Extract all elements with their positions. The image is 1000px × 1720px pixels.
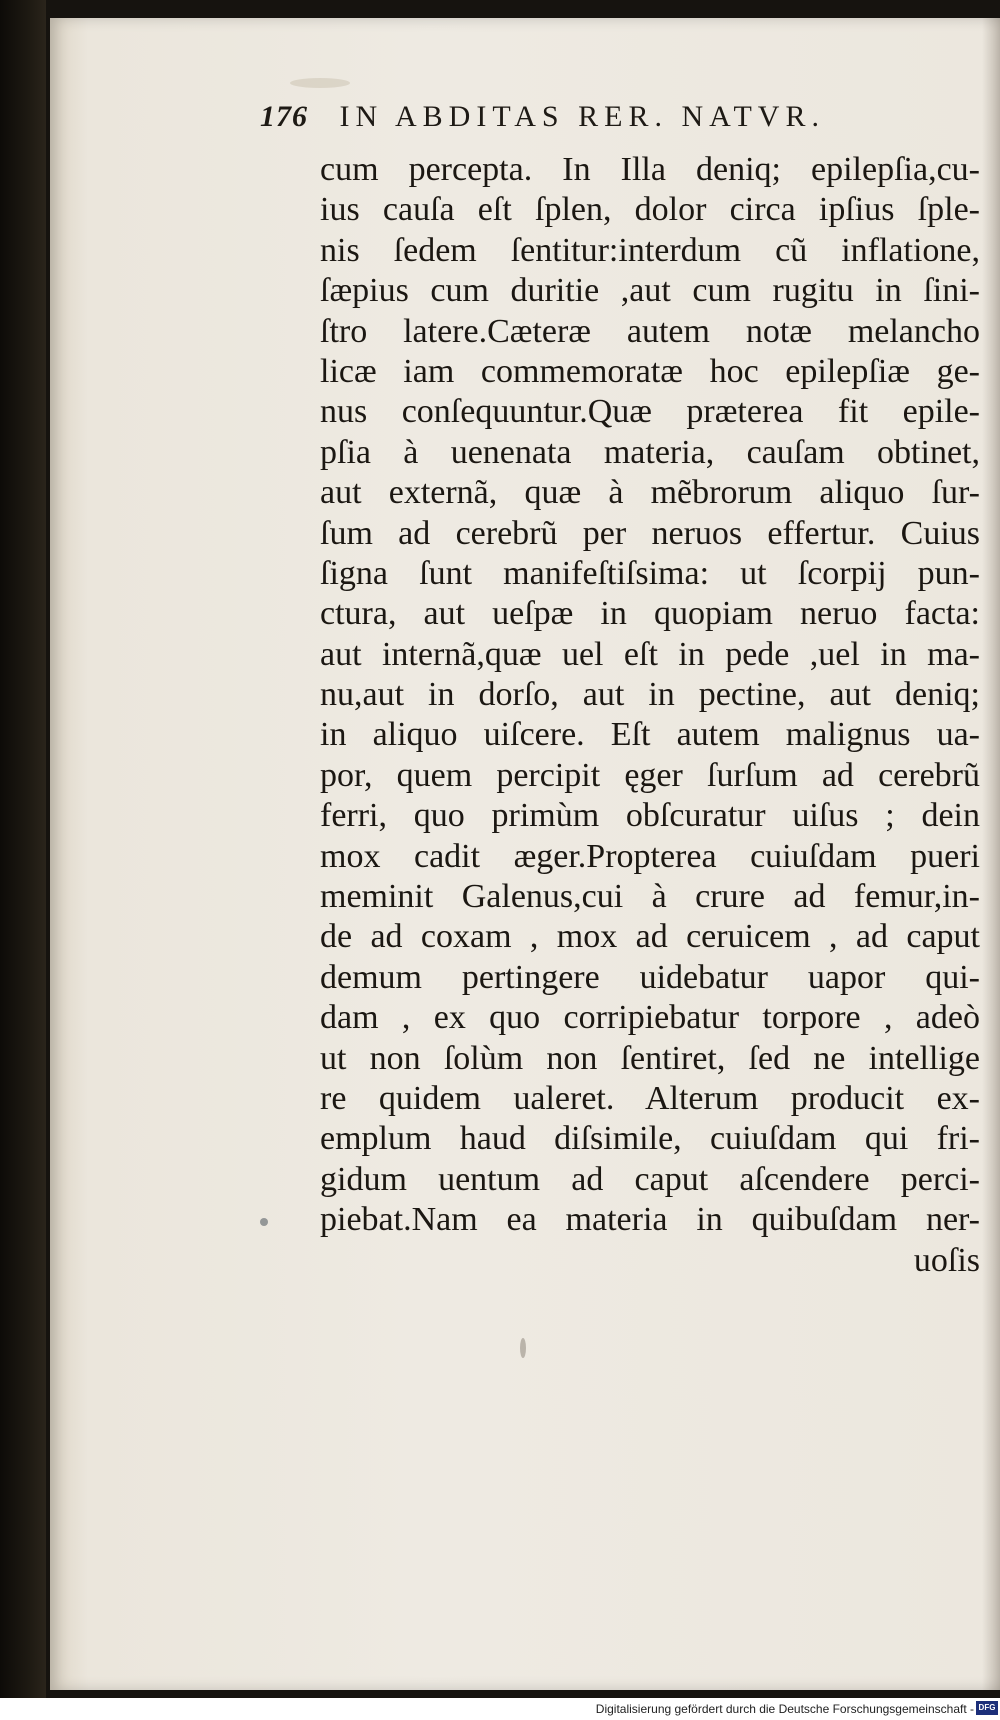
text-line: emplum haud diſsimile, cuiuſdam qui fri- bbox=[320, 1120, 980, 1158]
text-line: in aliquo uiſcere. Eſt autem malignus ua- bbox=[320, 716, 980, 754]
text-line: aut externã, quæ à mẽbrorum aliquo ſur- bbox=[320, 474, 980, 512]
text-line: dam , ex quo corripiebatur torpore , adeò bbox=[320, 999, 980, 1037]
text-line: gidum uentum ad caput aſcendere perci- bbox=[320, 1160, 980, 1198]
text-line: nus conſequuntur.Quæ præterea fit epile- bbox=[320, 393, 980, 431]
page-stain bbox=[520, 1338, 526, 1358]
text-line: mox cadit æger.Propterea cuiuſdam pueri bbox=[320, 837, 980, 875]
text-line: por, quem percipit ęger ſurſum ad cerebrũ bbox=[320, 756, 980, 794]
text-line: pſia à uenenata materia, cauſam obtinet, bbox=[320, 433, 980, 471]
dfg-logo: DFG bbox=[976, 1701, 998, 1715]
text-line: ſtro latere.Cæteræ autem notæ melancho bbox=[320, 312, 980, 350]
text-line: re quidem ualeret. Alterum producit ex- bbox=[320, 1079, 980, 1117]
catchword: uoſis bbox=[913, 1241, 980, 1279]
page-edge-shadow bbox=[982, 18, 1000, 1690]
text-line: nis ſedem ſentitur:interdum cũ inflatione, bbox=[320, 231, 980, 269]
running-head bbox=[260, 100, 980, 150]
text-line: ius cauſa eſt ſplen, dolor circa ipſius ſple- bbox=[320, 191, 980, 229]
page-stain bbox=[290, 78, 350, 88]
page-stain bbox=[260, 1218, 268, 1226]
text-line: ut non ſolùm non ſentiret, ſed ne intellige bbox=[320, 1039, 980, 1077]
text-line: ſæpius cum duritie ,aut cum rugitu in ſini- bbox=[320, 272, 980, 310]
text-line: nu,aut in dorſo, aut in pectine, aut deniq; bbox=[320, 676, 980, 714]
text-line: ſum ad cerebrũ per neruos effertur. Cuius bbox=[320, 514, 980, 552]
text-line: piebat.Nam ea materia in quibuſdam ner- bbox=[320, 1201, 980, 1239]
text-line: ctura, aut ueſpæ in quopiam neruo facta: bbox=[320, 595, 980, 633]
text-line: cum percepta. In Illa deniq; epilepſia,cu- bbox=[320, 151, 980, 188]
text-line: aut internã,quæ uel eſt in pede ,uel in ma- bbox=[320, 635, 980, 673]
funding-credit: Digitalisierung gefördert durch die Deutsche Forschungsgemeinschaft - bbox=[595, 1702, 974, 1716]
text-line: ſigna ſunt manifeſtiſsima: ut ſcorpij pun- bbox=[320, 554, 980, 592]
body-text bbox=[320, 150, 980, 1281]
text-line: meminit Galenus,cui à crure ad femur,in- bbox=[320, 878, 980, 916]
text-line: demum pertingere uidebatur uapor qui- bbox=[320, 958, 980, 996]
text-line: licæ iam commemoratæ hoc epilepſiæ ge- bbox=[320, 352, 980, 390]
page-number: 176 bbox=[260, 100, 308, 133]
text-line: de ad coxam , mox ad ceruicem , ad caput bbox=[320, 918, 980, 956]
book-spine bbox=[0, 0, 46, 1698]
running-title: IN ABDITAS RER. NATVR. bbox=[339, 100, 825, 133]
digitization-footer bbox=[0, 1698, 1000, 1720]
text-line: ferri, quo primùm obſcuratur uiſus ; dein bbox=[320, 797, 980, 835]
